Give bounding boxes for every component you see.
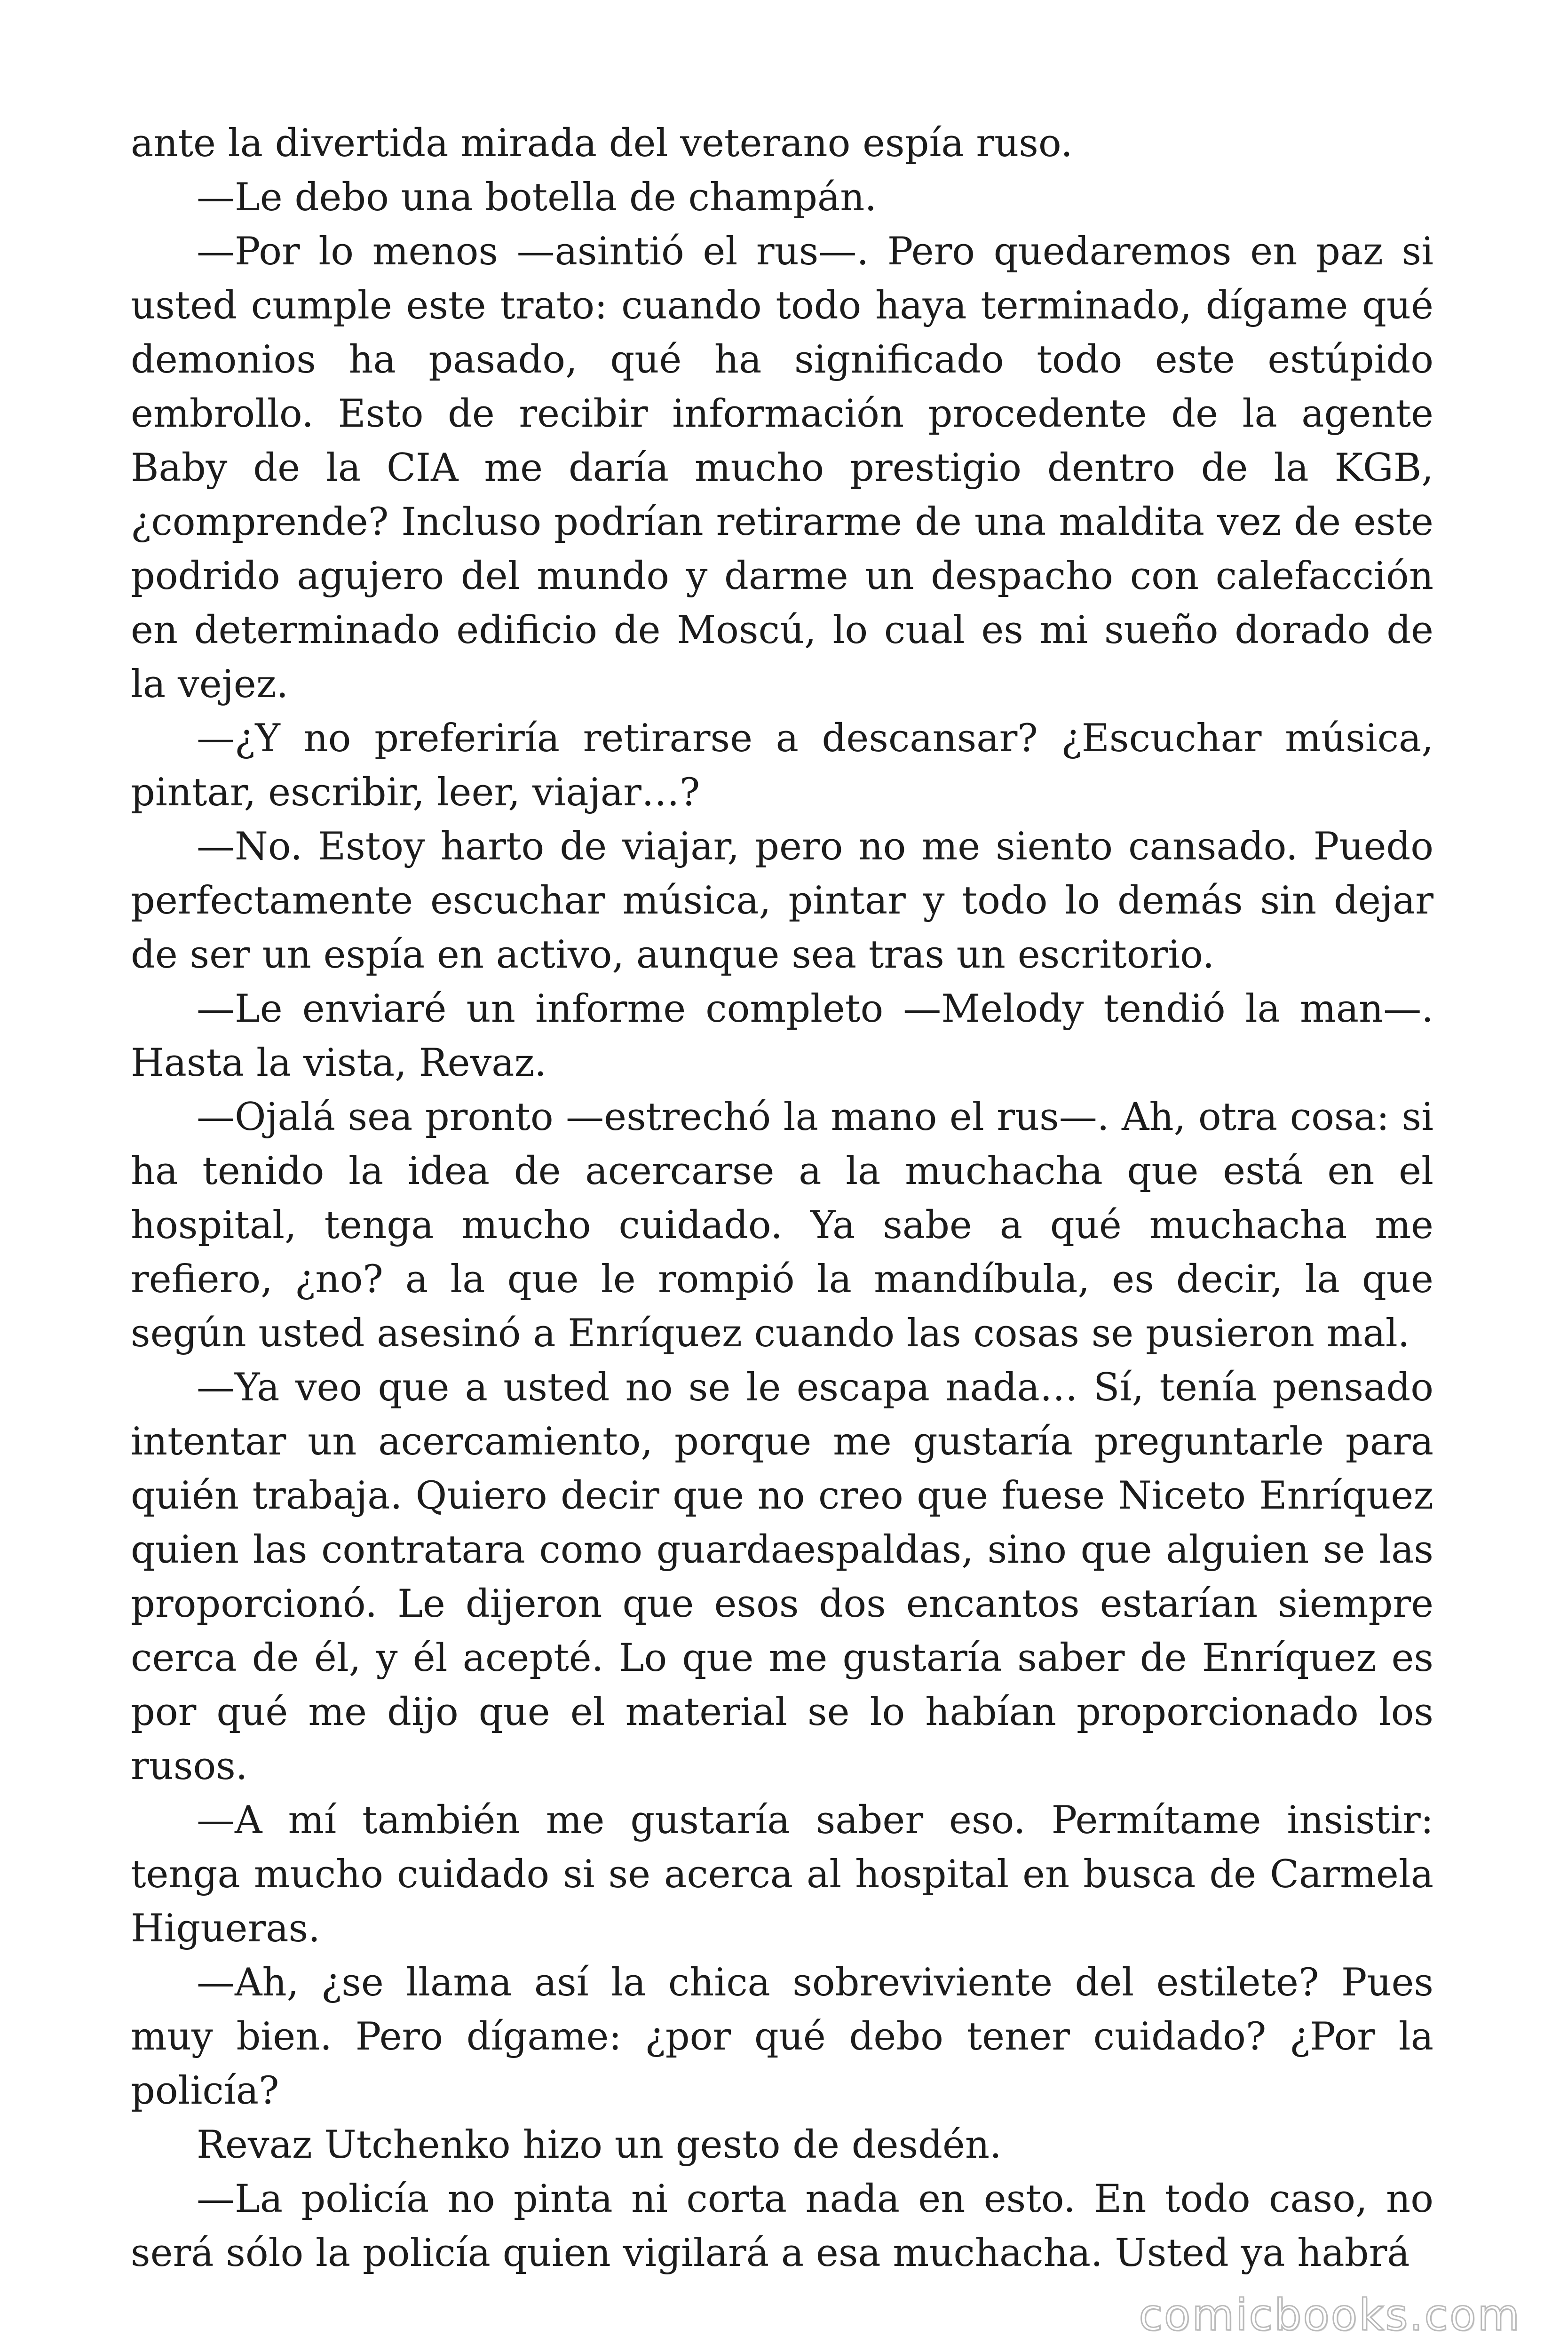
paragraph-9: —A mí también me gustaría saber eso. Permítame insistir: tenga mucho cuidado si se acerca al hospital en busca de Carmela Higueras.: [131, 1798, 1433, 1951]
paragraph-12: —La policía no pinta ni corta nada en esto. En todo caso, no será sólo la policía quien vigilará a esa muchacha. Usted ya habrá: [131, 2177, 1433, 2275]
watermark: comicbooks.com: [1139, 2290, 1521, 2340]
paragraph-6: —Le enviaré un informe completo —Melody tendió la man—. Hasta la vista, Revaz.: [131, 987, 1433, 1085]
paragraph-11: Revaz Utchenko hizo un gesto de desdén.: [197, 2123, 1002, 2167]
paragraph-2: —Le debo una botella de champán.: [197, 175, 877, 220]
paragraph-7: —Ojalá sea pronto —estrechó la mano el rus—. Ah, otra cosa: si ha tenido la idea de acercarse a la muchacha que está en el hospital, tenga mucho cuidado. Ya sabe a qué muchacha me refiero, ¿no? a la que le rompió la mandíbula, es decir, la que según usted asesinó a Enríquez cuando las cosas se pusieron mal.: [131, 1095, 1433, 1356]
paragraph-1: ante la divertida mirada del veterano espía ruso.: [131, 121, 1073, 166]
book-page-text: [131, 117, 1433, 2280]
paragraph-3: —Por lo menos —asintió el rus—. Pero quedaremos en paz si usted cumple este trato: cuando todo haya terminado, dígame qué demonios ha pasado, qué ha significado todo este estúpido embrollo. Esto de recibir información procedente de la agente Baby de la CIA me daría mucho prestigio dentro de la KGB, ¿comprende? Incluso podrían retirarme de una maldita vez de este podrido agujero del mundo y darme un despacho con calefacción en determinado edificio de Moscú, lo cual es mi sueño dorado de la vejez.: [131, 230, 1433, 707]
paragraph-8: —Ya veo que a usted no se le escapa nada… Sí, tenía pensado intentar un acercamiento, porque me gustaría preguntarle para quién trabaja. Quiero decir que no creo que fuese Niceto Enríquez quien las contratara como guardaespaldas, sino que alguien se las proporcionó. Le dijeron que esos dos encantos estarían siempre cerca de él, y él acepté. Lo que me gustaría saber de Enríquez es por qué me dijo que el material se lo habían proporcionado los rusos.: [131, 1366, 1433, 1788]
paragraph-10: —Ah, ¿se llama así la chica sobreviviente del estilete? Pues muy bien. Pero dígame: ¿por qué debo tener cuidado? ¿Por la policía?: [131, 1961, 1433, 2113]
paragraph-5: —No. Estoy harto de viajar, pero no me siento cansado. Puedo perfectamente escuchar música, pintar y todo lo demás sin dejar de ser un espía en activo, aunque sea tras un escritorio.: [131, 825, 1433, 977]
paragraph-4: —¿Y no preferiría retirarse a descansar? ¿Escuchar música, pintar, escribir, leer, viajar…?: [131, 716, 1433, 815]
